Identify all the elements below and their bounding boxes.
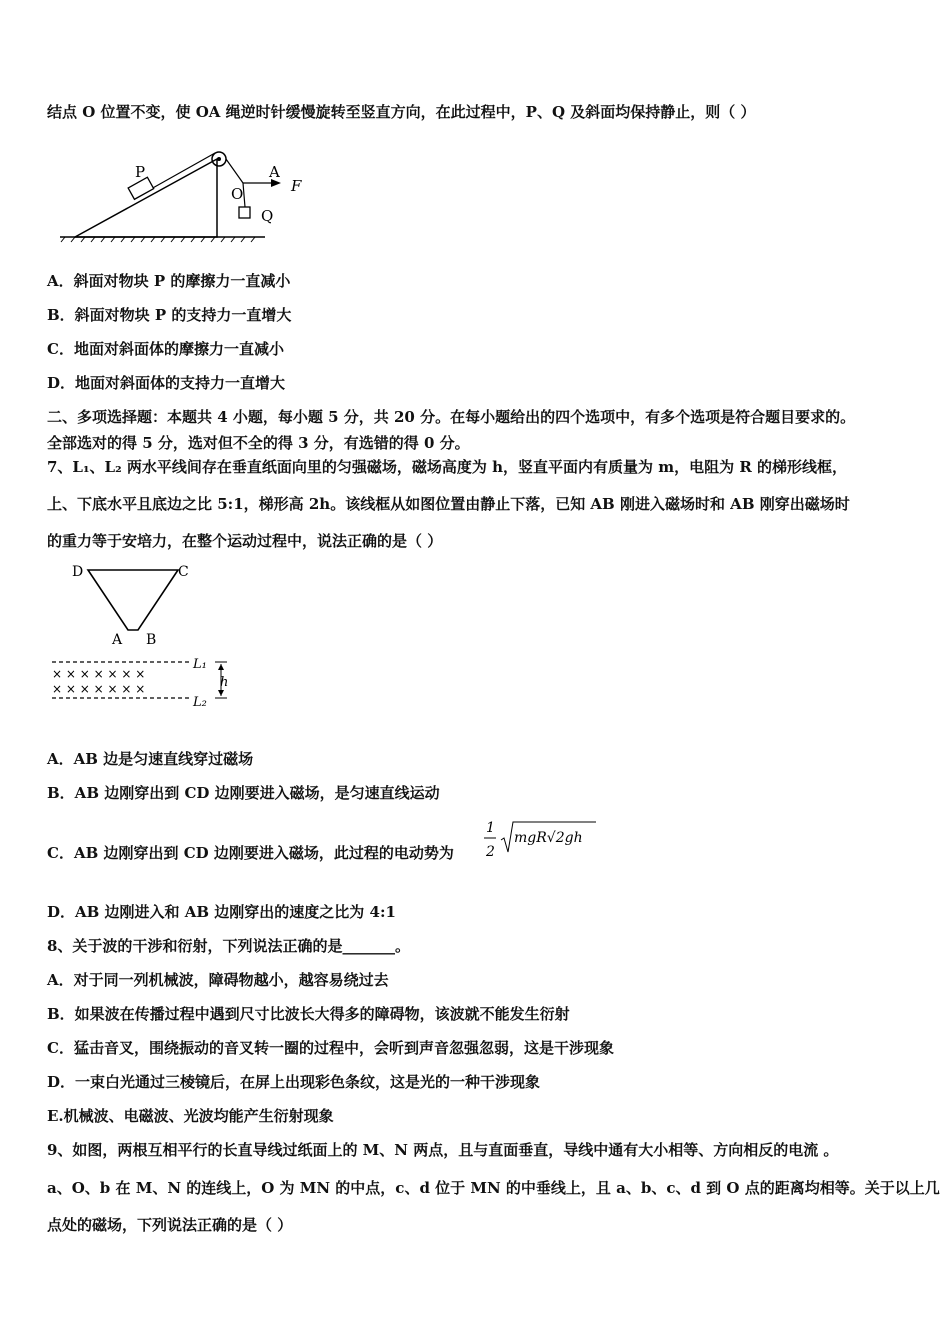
section2-heading-line1: 二、多项选择题：本题共 4 小题，每小题 5 分，共 20 分。在每小题给出的四个选项中，有多个选项是符合题目要求的。	[47, 408, 856, 426]
label-f: F	[291, 177, 302, 195]
formula-radicand: mgR√2gh	[514, 830, 583, 846]
section2-heading-line2: 全部选对的得 5 分，选对但不全的得 3 分，有选错的得 0 分。	[47, 434, 470, 452]
formula-denominator: 2	[486, 844, 495, 860]
q6-option-a: A．斜面对物块 P 的摩擦力一直减小	[47, 272, 291, 290]
q6-stem: 结点 O 位置不变，使 OA 绳逆时针缓慢旋转至竖直方向，在此过程中，P、Q 及斜面均保持静止，则（ ）	[47, 103, 756, 121]
rope-upper	[151, 153, 215, 189]
q8-stem: 8、关于波的干涉和衍射，下列说法正确的是_______。	[47, 937, 410, 955]
field-row-2: × × × × × × ×	[52, 682, 146, 696]
q8-option-c: C．猛击音叉，围绕振动的音叉转一圈的过程中，会听到声音忽强忽弱，这是干涉现象	[47, 1039, 614, 1057]
q7-stem-line2: 上、下底水平且底边之比 5:1，梯形高 2h。该线框从如图位置由静止下落，已知 AB 刚进入磁场时和 AB 刚穿出磁场时	[47, 495, 850, 513]
q7-stem-line1: 7、L₁、L₂ 两水平线间存在垂直纸面向里的匀强磁场，磁场高度为 h，竖直平面内有质量为 m，电阻为 R 的梯形线框，	[47, 458, 848, 476]
q9-stem-line1: 9、如图，两根互相平行的长直导线过纸面上的 M、N 两点，且与直面垂直，导线中通有大小相等、方向相反的电流 。	[47, 1141, 839, 1159]
label-c: C	[178, 564, 189, 580]
rope-to-o	[226, 159, 243, 183]
q9-stem-line3: 点处的磁场，下列说法正确的是（ ）	[47, 1216, 293, 1234]
q8-option-b: B．如果波在传播过程中遇到尺寸比波长大得多的障碍物，该波就不能发生衍射	[47, 1005, 570, 1023]
q7-option-a: A．AB 边是匀速直线穿过磁场	[47, 750, 254, 768]
q7-option-d: D．AB 边刚进入和 AB 边刚穿出的速度之比为 4:1	[47, 903, 396, 921]
field-row-1: × × × × × × ×	[52, 667, 146, 681]
trapezoid-frame	[88, 570, 178, 630]
q8-option-a: A．对于同一列机械波，障碍物越小，越容易绕过去	[47, 971, 389, 989]
label-o: O	[231, 185, 244, 203]
q6-option-d: D．地面对斜面体的支持力一直增大	[47, 374, 286, 392]
incline-figure	[55, 145, 315, 245]
label-h: h	[220, 675, 229, 690]
label-l2: L₂	[193, 695, 207, 710]
label-p: P	[135, 163, 146, 181]
label-b-point: B	[146, 632, 157, 648]
q7-stem-line3: 的重力等于安培力，在整个运动过程中，说法正确的是（ ）	[47, 532, 443, 550]
formula-numerator: 1	[486, 820, 495, 836]
label-d: D	[72, 564, 84, 580]
label-q: Q	[261, 207, 274, 225]
q8-option-d: D．一束白光通过三棱镜后，在屏上出现彩色条纹，这是光的一种干涉现象	[47, 1073, 541, 1091]
q6-option-c: C．地面对斜面体的摩擦力一直减小	[47, 340, 284, 358]
incline-wedge	[75, 159, 217, 237]
label-a-point: A	[112, 632, 123, 648]
q7-option-c: C．AB 边刚穿出到 CD 边刚要进入磁场，此过程的电动势为	[47, 844, 454, 862]
q9-stem-line2: a、O、b 在 M、N 的连线上，O 为 MN 的中点，c、d 位于 MN 的中垂线上，且 a、b、c、d 到 O 点的距离均相等。关于以上几	[47, 1179, 940, 1197]
label-l1: L₁	[193, 657, 207, 672]
emf-formula	[484, 818, 604, 870]
q6-option-b: B．斜面对物块 P 的支持力一直增大	[47, 306, 292, 324]
label-a: A	[269, 163, 280, 181]
q8-option-e: E.机械波、电磁波、光波均能产生衍射现象	[47, 1107, 334, 1125]
block-q	[239, 207, 250, 218]
trapezoid-field-figure	[50, 560, 250, 715]
q7-option-b: B．AB 边刚穿出到 CD 边刚要进入磁场，是匀速直线运动	[47, 784, 440, 802]
